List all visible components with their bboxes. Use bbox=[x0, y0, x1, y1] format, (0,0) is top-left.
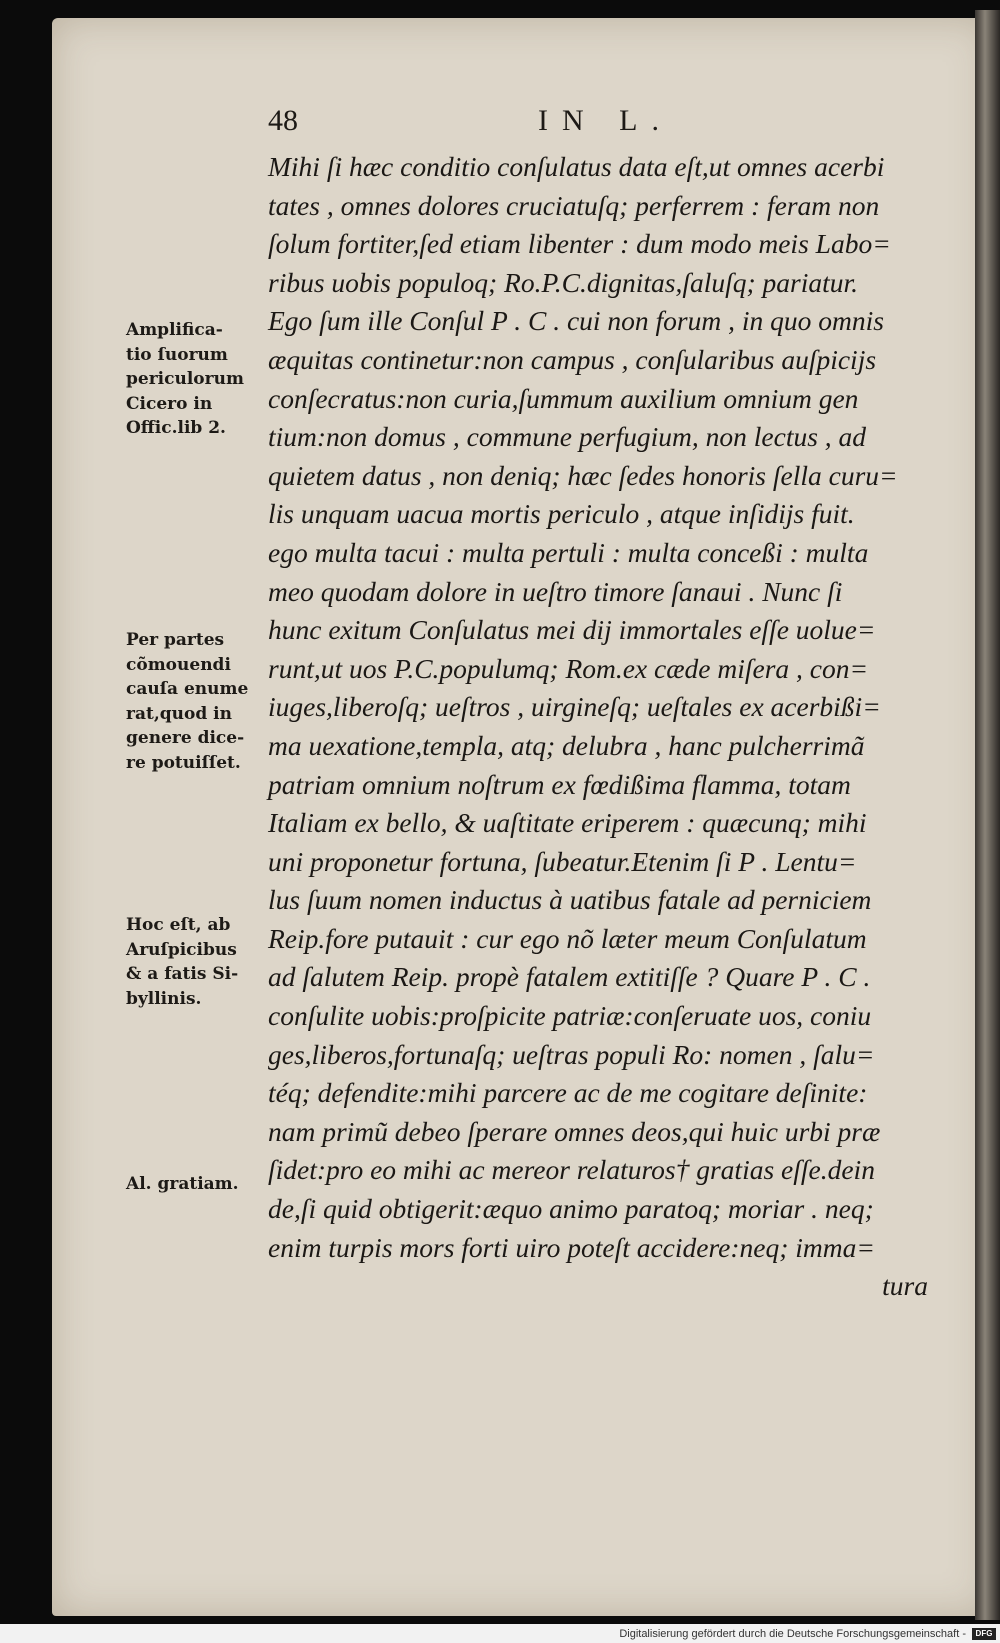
note-line: Cicero in bbox=[126, 393, 213, 414]
text-line: nam primũ debeo ſperare omnes deos,qui huic urbi præ bbox=[268, 1115, 881, 1147]
margin-note-amplificatio bbox=[126, 318, 266, 441]
text-line: ſidet:pro eo mihi ac mereor relaturos† gratias eſſe.dein bbox=[268, 1154, 875, 1186]
text-line: patriam omnium noſtrum ex fœdißima flamma, totam bbox=[268, 768, 851, 800]
note-line: cõmouendi bbox=[126, 654, 231, 675]
footer-text: Digitalisierung gefördert durch die Deutsche Forschungsgemeinschaft - bbox=[619, 1627, 966, 1640]
margin-note-al-gratiam bbox=[126, 1172, 266, 1197]
page-number: 48 bbox=[268, 104, 298, 137]
text-line: conſulite uobis:proſpicite patriæ:conſeruate uos, coniu bbox=[268, 1000, 872, 1032]
running-title: IN L. bbox=[538, 104, 673, 137]
text-line: de,ſi quid obtigerit:æquo animo paratoq; moriar . neq; bbox=[268, 1193, 874, 1225]
text-line: runt,ut uos P.C.populumq; Rom.ex cæde miſera , con= bbox=[268, 652, 869, 684]
note-line: Hoc eſt, ab bbox=[126, 915, 231, 935]
text-line: téq; defendite:mihi parcere ac de me cogitare deſinite: bbox=[268, 1077, 868, 1109]
note-line: re potuiſſet. bbox=[126, 752, 241, 773]
page-edge bbox=[975, 10, 1000, 1620]
text-line: ad ſalutem Reip. propè fatalem extitiſſe ? Quare P . C . bbox=[268, 961, 871, 993]
margin-note-hoc-est bbox=[126, 913, 266, 1011]
text-line: uni proponetur fortuna, ſubeatur.Etenim ſi P . Lentu= bbox=[268, 845, 857, 877]
note-line: genere dice- bbox=[126, 728, 245, 748]
note-line: tio ſuorum bbox=[126, 344, 228, 365]
text-line: Reip.fore putauit : cur ego nõ læter meum Conſulatum bbox=[268, 922, 867, 954]
text-line: Mihi ſi hæc conditio conſulatus data eſt,ut omnes acerbi bbox=[268, 151, 885, 182]
note-line: Per partes bbox=[126, 630, 225, 650]
text-line: lis unquam uacua mortis periculo , atque inſidijs fuit. bbox=[268, 498, 855, 530]
footer-bar bbox=[0, 1624, 1000, 1643]
note-line: rat,quod in bbox=[126, 703, 232, 724]
page-header bbox=[268, 104, 928, 144]
margin-note-per-partes bbox=[126, 628, 266, 775]
text-line: hunc exitum Conſulatus mei dij immortales eſſe uolue= bbox=[268, 614, 876, 646]
text-line: tates , omnes dolores cruciatuſq; perferrem : feram non bbox=[268, 189, 880, 221]
note-line: Offic.lib 2. bbox=[126, 418, 226, 438]
text-line: æquitas continetur:non campus , conſularibus auſpicijs bbox=[268, 343, 877, 375]
text-line: meo quodam dolore in ueſtro timore ſanaui . Nunc ſi bbox=[268, 575, 843, 607]
note-line: periculorum bbox=[126, 369, 244, 389]
text-line: enim turpis mors forti uiro poteſt accidere:neq; imma= bbox=[268, 1231, 875, 1263]
text-line: ma uexatione,templa, atq; delubra , hanc pulcherrimã bbox=[268, 729, 865, 761]
text-line: ribus uobis populoq; Ro.P.C.dignitas,ſaluſq; pariatur. bbox=[268, 266, 859, 298]
note-line: & a fatis Si- bbox=[126, 964, 239, 984]
note-line: cauſa enume bbox=[126, 679, 249, 699]
note-line: Al. gratiam. bbox=[126, 1174, 239, 1194]
note-line: Amplifica- bbox=[126, 320, 223, 340]
note-line: byllinis. bbox=[126, 988, 202, 1009]
text-line: iuges,liberoſq; ueſtros , uirgineſq; ueſtales ex acerbißi= bbox=[268, 691, 881, 723]
text-line: quietem datus , non deniq; hæc ſedes honoris ſella curu= bbox=[268, 459, 898, 491]
text-line: lus ſuum nomen inductus à uatibus fatale ad perniciem bbox=[268, 884, 872, 916]
text-line: Ego ſum ille Conſul P . C . cui non forum , in quo omnis bbox=[268, 305, 884, 337]
dfg-logo: DFG bbox=[972, 1628, 996, 1640]
text-line: ges,liberos,fortunaſq; ueſtras populi Ro: nomen , ſalu= bbox=[268, 1038, 875, 1070]
text-line: ego multa tacui : multa pertuli : multa conceßi : multa bbox=[268, 536, 869, 568]
catchword: tura bbox=[882, 1270, 928, 1302]
text-line: ſolum fortiter,ſed etiam libenter : dum modo meis Labo= bbox=[268, 228, 891, 260]
note-line: Aruſpicibus bbox=[126, 939, 237, 960]
text-line: tium:non domus , commune perfugium, non lectus , ad bbox=[268, 421, 867, 453]
text-line: conſecratus:non curia,ſummum auxilium omnium gen bbox=[268, 382, 859, 414]
text-line: Italiam ex bello, & uaſtitate eriperem : quæcunq; mihi bbox=[268, 807, 867, 839]
main-text bbox=[268, 148, 928, 1306]
